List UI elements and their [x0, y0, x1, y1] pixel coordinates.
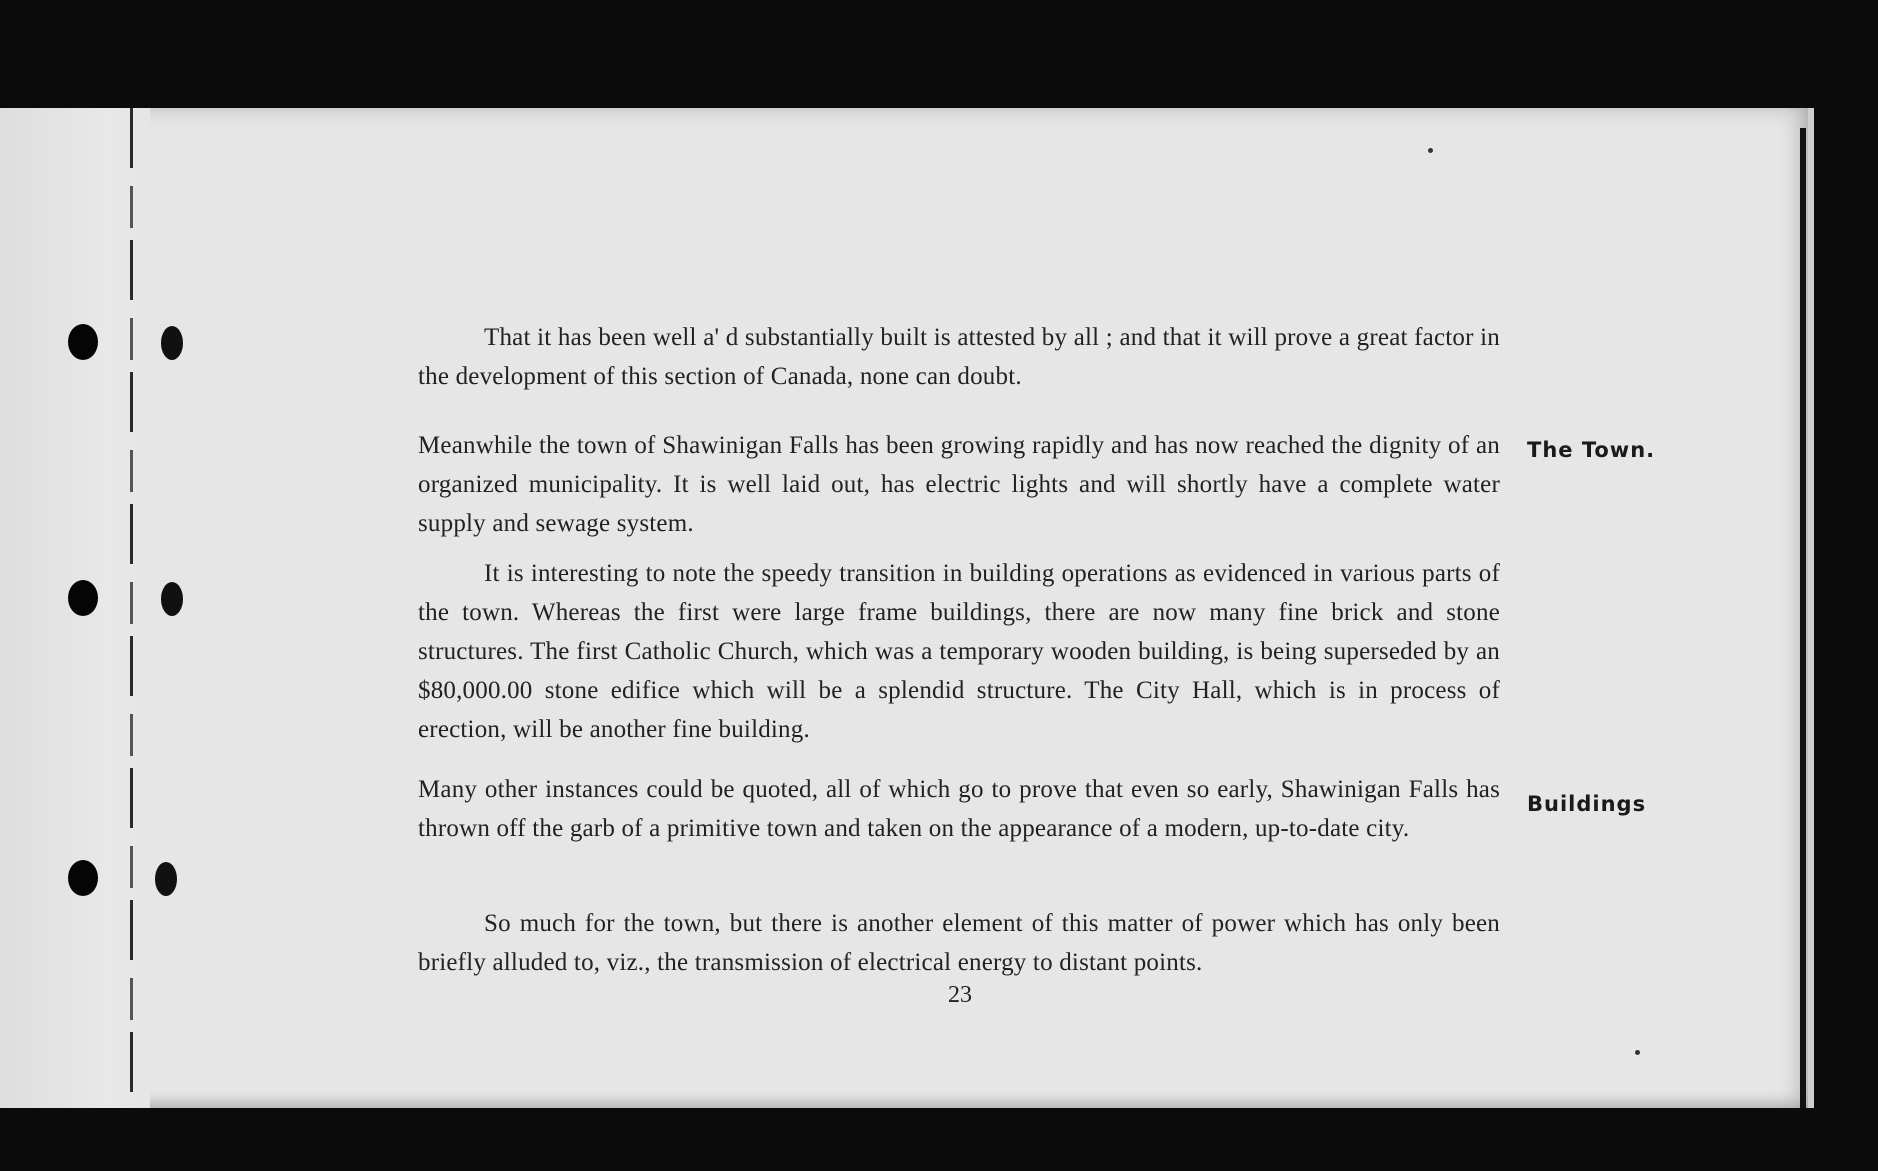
margin-note-the-town: The Town.	[1527, 438, 1656, 462]
punch-hole-bottom	[68, 860, 98, 896]
binding-stitch-line	[130, 108, 133, 1108]
paragraph-construction: That it has been well a' d substantially built is attested by all ; and that it will prove a great factor in the development of this section of Canada, none can doubt.	[418, 324, 1500, 390]
document-page	[0, 108, 1814, 1108]
stitch-mark-middle	[161, 582, 183, 616]
paragraph-transmission: So much for the town, but there is another element of this matter of power which has only been briefly alluded to, viz., the transmission of electrical energy to distant points.	[418, 910, 1500, 976]
punch-hole-middle	[68, 580, 98, 616]
dust-speck	[1635, 1050, 1640, 1055]
stitch-mark-top	[161, 326, 183, 360]
page-number: 23	[948, 982, 972, 1008]
paragraph-building-operations: It is interesting to note the speedy transition in building operations as evidenced in various parts of the town. Whereas the first were large frame buildings, there are now many fine brick and stone structures. The first Catholic Church, which was a temporary wooden building, is being superseded by an $80,000.00 stone edifice which will be a splendid structure. The City Hall, which is in process of erection, will be another fine building.	[418, 560, 1500, 743]
paragraph-the-town: Meanwhile the town of Shawinigan Falls has been growing rapidly and has now reached the dignity of an organized municipality. It is well laid out, has electric lights and will shortly have a complete water supply and sewage system.	[418, 432, 1500, 537]
margin-note-buildings: Buildings	[1527, 792, 1647, 816]
paragraph-buildings: Many other instances could be quoted, all of which go to prove that even so early, Shawinigan Falls has thrown off the garb of a primitive town and taken on the appearance of a modern, up-to-date city.	[418, 776, 1500, 842]
punch-hole-top	[68, 324, 98, 360]
scan-bottom-border	[0, 1108, 1878, 1171]
stitch-mark-bottom	[155, 862, 177, 896]
dust-speck	[1428, 148, 1433, 153]
